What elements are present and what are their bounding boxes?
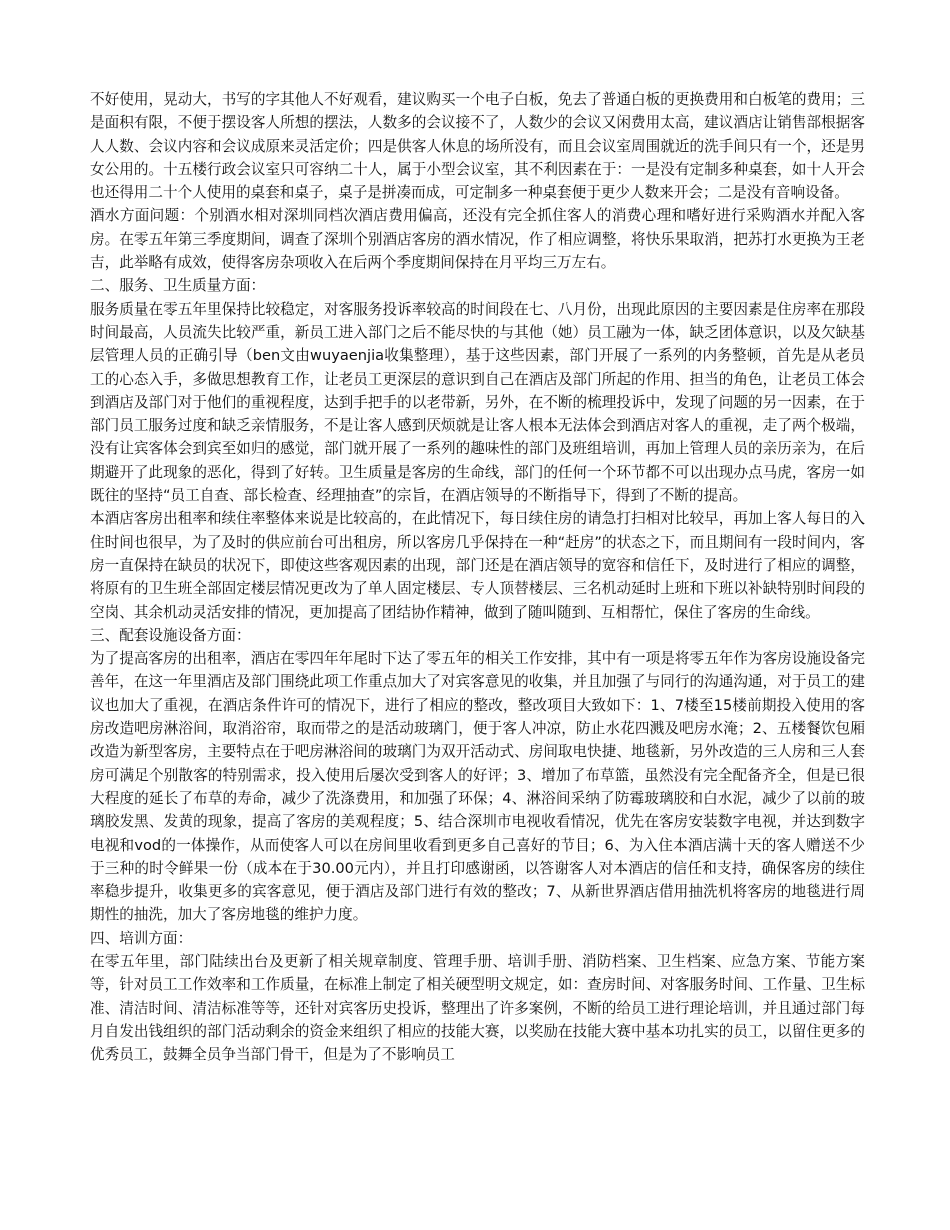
section-heading-training: 四、培训方面： [90, 929, 193, 947]
paragraph-meeting-room-issues: 不好使用，晃动大，书写的字其他人不好观看，建议购买一个电子白板，免去了普通白板的更换费用和白板笔的费用；三是面积有限，不便于摆设客人所想的摆法，人数多的会议接不了，人数少的会议又闲费用太高，建议酒店让销售部根据客人人数、会议内容和会议成原来灵活定价；四是供客人休息的场所没有，而且会议室周围就近的洗手间只有一个，还是男女公用的。十五楼行政会议室只可容纳二十人，属于小型会议室，其不利因素在于：一是没有定制多种桌套，如十人开会也还得用二十个人使用的桌套和桌子，桌子是拼凑而成，可定制多一种桌套便于更少人数来开会；二是没有音响设备。 [90, 91, 865, 202]
section-heading-service-hygiene: 二、服务、卫生质量方面： [90, 277, 266, 295]
section-heading-facilities: 三、配套设施设备方面： [90, 626, 251, 644]
paragraph-occupancy-staffing: 本酒店客房出租率和续住率整体来说是比较高的，在此情况下，每日续住房的请急打扫相对比较早，再加上客人每日的入住时间也很早，为了及时的供应前台可出租房，所以客房几乎保持在一种“赶房”的状态之下，而且期间有一段时间内，客房一直保持在缺员的状况下，即使这些客观因素的出现，部门还是在酒店领导的宽容和信任下，及时进行了相应的调整，将原有的卫生班全部固定楼层情况更改为了单人固定楼层、专人顶替楼层、三名机动延时上班和下班以补缺特别时间段的空岗、其余机动灵活安排的情况，更加提高了团结协作精神，做到了随叫随到、互相帮忙，保住了客房的生命线。 [90, 510, 865, 621]
paragraph-beverage-issues: 酒水方面问题：个别酒水相对深圳同档次酒店费用偏高，还没有完全抓住客人的消费心理和嗜好进行采购酒水并配入客房。在零五年第三季度期间，调查了深圳个别酒店客房的酒水情况，作了相应调整，将快乐果取消，把苏打水更换为王老吉，此举略有成效，使得客房杂项收入在后两个季度期间保持在月平均三万左右。 [90, 207, 865, 272]
document-page [90, 88, 865, 1066]
paragraph-facilities-improvements: 为了提高客房的出租率，酒店在零四年年尾时下达了零五年的相关工作安排，其中有一项是将零五年作为客房设施设备完善年，在这一年里酒店及部门围绕此项工作重点加大了对宾客意见的收集，并且加强了与同行的沟通沟通，对于员工的建议也加大了重视，在酒店条件许可的情况下，进行了相应的整改，整改项目大致如下：1、7楼至15楼前期投入使用的客房改造吧房淋浴间，取消浴帘，取而带之的是活动玻璃门，便于客人冲凉，防止水花四溅及吧房水淹；2、五楼餐饮包厢改造为新型客房，主要特点在于吧房淋浴间的玻璃门为双开活动式、房间取电快捷、地毯新，另外改造的三人房和三人套房可满足个别散客的特别需求，投入使用后屡次受到客人的好评；3、增加了布草篮，虽然没有完全配备齐全，但是已很大程度的延长了布草的寿命，减少了洗涤费用，和加强了环保；4、淋浴间采纳了防霉玻璃胶和白水泥，减少了以前的玻璃胶发黑、发黄的现象，提高了客房的美观程度；5、结合深圳市电视收看情况，优先在客房安装数字电视，并达到数字电视和vod的一体操作，从而使客人可以在房间里收看到更多自己喜好的节目；6、为入住本酒店满十天的客人赠送不少于三种的时令鲜果一份（成本在于30.00元内），并且打印感谢函，以答谢客人对本酒店的信任和支持，确保客房的续住率稳步提升，收集更多的宾客意见，便于酒店及部门进行有效的整改；7、从新世界酒店借用抽洗机将客房的地毯进行周期性的抽洗，加大了客房地毯的维护力度。 [90, 650, 865, 924]
paragraph-service-quality: 服务质量在零五年里保持比较稳定，对客服务投诉率较高的时间段在七、八月份，出现此原因的主要因素是住房率在那段时间最高，人员流失比较严重，新员工进入部门之后不能尽快的与其他（她）员工融为一体，缺乏团体意识，以及欠缺基层管理人员的正确引导（ben文由wuyaenjia收集整理），基于这些因素，部门开展了一系列的内务整顿，首先是从老员工的心态入手，多做思想教育工作，让老员工更深层的意识到自己在酒店及部门所起的作用、担当的角色，让老员工体会到酒店及部门对于他们的重视程度，达到手把手的以老带新，另外，在不断的梳理投诉中，发现了问题的另一因素，在于部门员工服务过度和缺乏亲情服务，不是让客人感到厌烦就是让客人根本无法体会到酒店对客人的重视，走了两个极端，没有让宾客体会到宾至如归的感觉，部门就开展了一系列的趣味性的部门及班组培训，再加上管理人员的亲历亲为，在后期避开了此现象的恶化，得到了好转。卫生质量是客房的生命线，部门的任何一个环节都不可以出现办点马虎，客房一如既往的坚持“员工自查、部长检查、经理抽查”的宗旨，在酒店领导的不断指导下，得到了不断的提高。 [90, 300, 865, 505]
paragraph-training: 在零五年里，部门陆续出台及更新了相关规章制度、管理手册、培训手册、消防档案、卫生档案、应急方案、节能方案等，针对员工工作效率和工作质量，在标准上制定了相关硬型明文规定，如：查房时间、对客服务时间、工作量、卫生标准、清洁时间、清洁标准等等，还针对宾客历史投诉，整理出了许多案例，不断的给员工进行理论培训，并且通过部门每月自发出钱组织的部门活动剩余的资金来组织了相应的技能大赛，以奖励在技能大赛中基本功扎实的员工，以留住更多的优秀员工，鼓舞全员争当部门骨干，但是为了不影响员工 [90, 952, 865, 1064]
